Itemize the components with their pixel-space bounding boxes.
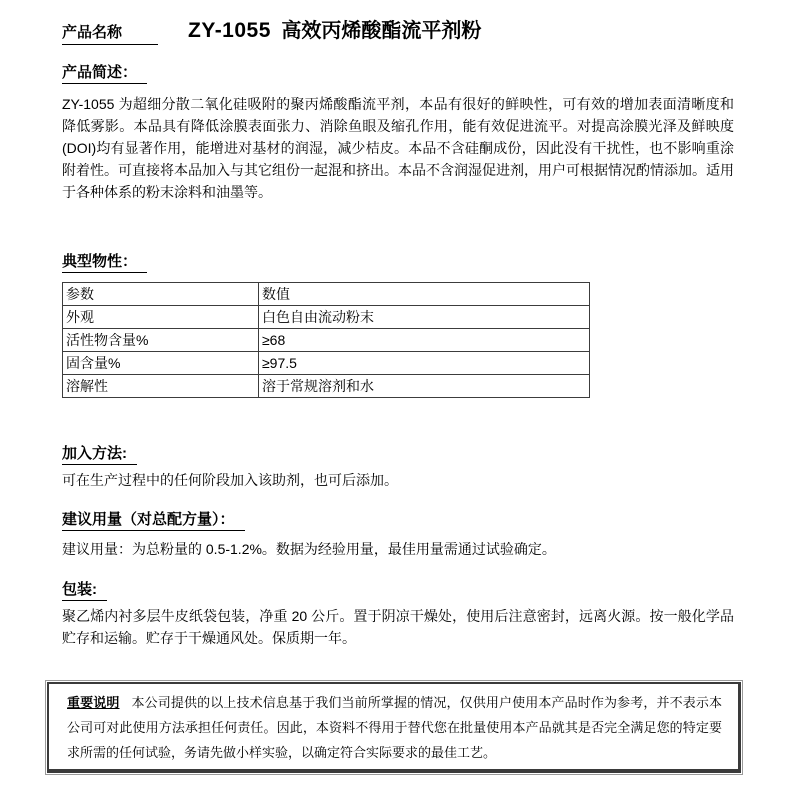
product-name-text: 高效丙烯酸酯流平剂粉 bbox=[281, 20, 482, 42]
notice-body: 本公司提供的以上技术信息基于我们当前所掌握的情况，仅供用户使用本产品时作为参考，并不表示本公司可对此使用方法承担任何责任。因此，本资料不得用于替代您在批量使用本产品就其是否完全满足您的特定要求所需的任何试验，务请先做小样实验，以确定符合实际要求的最佳工艺。 bbox=[67, 695, 722, 760]
table-row bbox=[63, 352, 590, 375]
dosage-heading: 建议用量（对总配方量）： bbox=[62, 510, 245, 531]
table-cell-param: 固含量% bbox=[63, 352, 259, 375]
table-cell-param: 溶解性 bbox=[63, 375, 259, 398]
table-cell-value: 溶于常规溶剂和水 bbox=[259, 375, 590, 398]
table-header-param: 参数 bbox=[63, 283, 259, 306]
table-cell-param: 活性物含量% bbox=[63, 329, 259, 352]
dosage-body: 建议用量：为总粉量的 0.5-1.2%。数据为经验用量，最佳用量需通过试验确定。 bbox=[62, 541, 556, 557]
product-title bbox=[188, 14, 481, 43]
addition-body: 可在生产过程中的任何阶段加入该助剂，也可后添加。 bbox=[62, 472, 398, 488]
table-cell-param: 外观 bbox=[63, 306, 259, 329]
table-row bbox=[63, 329, 590, 352]
packaging-heading: 包装: bbox=[62, 580, 107, 601]
table-cell-value: 白色自由流动粉末 bbox=[259, 306, 590, 329]
table-header-row bbox=[63, 283, 590, 306]
addition-heading: 加入方法: bbox=[62, 444, 137, 465]
notice-text bbox=[67, 690, 722, 765]
section-overview bbox=[62, 63, 726, 84]
important-notice-box bbox=[47, 682, 741, 773]
notice-label: 重要说明 bbox=[67, 695, 120, 710]
table-row bbox=[63, 306, 590, 329]
product-name-label: 产品名称 bbox=[62, 21, 158, 45]
product-code: ZY-1055 bbox=[188, 19, 271, 42]
section-packaging bbox=[62, 580, 726, 601]
product-header bbox=[62, 14, 726, 45]
section-dosage bbox=[62, 510, 726, 531]
overview-heading: 产品简述： bbox=[62, 63, 147, 84]
packaging-body: 聚乙烯内衬多层牛皮纸袋包装，净重 20 公斤。置于阴凉干燥处，使用后注意密封，远离火源。按一般化学品贮存和运输。贮存于干燥通风处。保质期一年。 bbox=[62, 608, 734, 646]
table-cell-value: ≥68 bbox=[259, 329, 590, 352]
properties-table bbox=[62, 282, 590, 398]
properties-heading: 典型物性： bbox=[62, 252, 147, 273]
section-properties bbox=[62, 252, 726, 273]
table-row bbox=[63, 375, 590, 398]
section-addition bbox=[62, 444, 726, 465]
table-header-value: 数值 bbox=[259, 283, 590, 306]
overview-body: ZY-1055 为超细分散二氧化硅吸附的聚丙烯酸酯流平剂，本品有很好的鲜映性，可有效的增加表面清晰度和降低雾影。本品具有降低涂膜表面张力、消除鱼眼及缩孔作用，能有效促进流平。对提高涂膜光泽及鲜映度(DOI)均有显著作用，能增进对基材的润湿，减少桔皮。本品不含硅酮成份，因此没有干扰性，也不影响重涂附着性。可直接将本品加入与其它组份一起混和挤出。本品不含润湿促进剂，用户可根据情况酌情添加。适用于各种体系的粉末涂料和油墨等。 bbox=[62, 96, 734, 200]
table-cell-value: ≥97.5 bbox=[259, 352, 590, 375]
